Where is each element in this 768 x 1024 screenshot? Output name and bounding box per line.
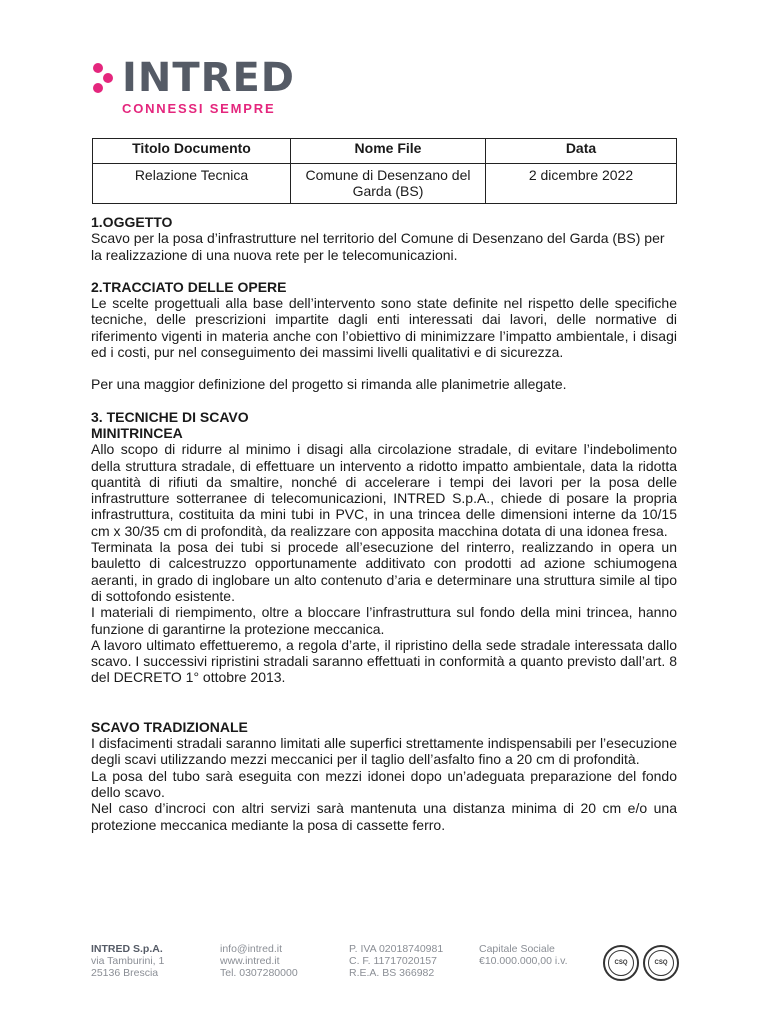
footer-capital-block (479, 944, 568, 968)
certification-badges (603, 945, 679, 981)
header (92, 55, 295, 116)
footer-address-line: 25136 Brescia (91, 966, 159, 979)
paragraph: La posa del tubo sarà eseguita con mezzi idonei dopo un’adeguata preparazione del fondo dello scavo. (91, 767, 677, 800)
document-info-table (92, 138, 677, 204)
logo-tagline: CONNESSI SEMPRE (122, 101, 276, 116)
table-cell: 2 dicembre 2022 (486, 164, 677, 204)
footer-contact-block (220, 944, 298, 979)
footer-email-link[interactable]: info@intred.it (220, 943, 283, 955)
paragraph: Le scelte progettuali alla base dell’intervento sono state definite nel rispetto delle specifiche tecniche, delle prescrizioni impartite dagli enti interessati dai lavori, delle normative di riferimento vigenti in materia anche con l’obiettivo di minimizzare l’impatto ambientale, i disagi ed i costi, pur nel conseguimento dei massimi livelli qualitativi e di sicurezza. (91, 295, 677, 361)
paragraph: I materiali di riempimento, oltre a bloccare l’infrastruttura sul fondo della mini trincea, hanno funzione di garantirne la protezione meccanica. (91, 604, 677, 637)
logo-dots-icon (92, 60, 120, 96)
paragraph: A lavoro ultimato effettueremo, a regola d’arte, il ripristino della sede stradale interessata dallo scavo. I successivi ripristini stradali saranno effettuati in conformità a quanto previsto dall’art. 8 del DECRETO 1° ottobre 2013. (91, 636, 677, 686)
footer-rea: R.E.A. BS 366982 (349, 966, 435, 979)
paragraph: Per una maggior definizione del progetto si rimanda alle planimetrie allegate. (91, 376, 567, 393)
footer-fiscal-block (349, 944, 443, 979)
table-header-cell: Titolo Documento (93, 139, 291, 164)
paragraph: Scavo per la posa d’infrastrutture nel territorio del Comune di Desenzano del Garda (BS) per la realizzazione di una nuova rete per le telecomunicazioni. (91, 230, 665, 263)
paragraph: Nel caso d’incroci con altri servizi sarà mantenuta una distanza minima di 20 cm e/o una protezione meccanica mediante la posa di cassette ferro. (91, 800, 677, 833)
certification-badge-icon: CSQ (643, 945, 679, 981)
table-header-cell: Data (486, 139, 677, 164)
section-title-oggetto: 1.OGGETTO (91, 214, 173, 230)
table-cell: Relazione Tecnica (93, 164, 291, 204)
paragraph: Allo scopo di ridurre al minimo i disagi alla circolazione stradale, di evitare l’indebolimento della struttura stradale, di effettuare un intervento a ridotto impatto ambientale, data la ridotta quantità di rifiuti da smaltire, nonché di accelerare i tempi dei lavori per la posa delle infrastrutture sotterranee di telecomunicazioni, INTRED S.p.A., chiede di posare la propria infrastruttura, costituita da mini tubi in PVC, in una trincea delle dimensioni interne da 10/15 cm x 30/35 cm di profondità, da realizzare con apposita macchina dotata di una idonea fresa. (91, 441, 677, 539)
table-cell: Comune di Desenzano del Garda (BS) (291, 164, 486, 204)
subsection-title-minitrincea: MINITRINCEA (91, 424, 183, 441)
certification-badge-icon: CSQ (603, 945, 639, 981)
section-title-tecniche: 3. TECNICHE DI SCAVO (91, 408, 249, 425)
footer-capital-value: €10.000.000,00 i.v. (479, 954, 568, 967)
logo-wordmark: INTRED (122, 55, 295, 101)
footer-cf: C. F. 11717020157 (349, 954, 437, 967)
footer-address-line: via Tamburini, 1 (91, 954, 165, 967)
footer-web-link[interactable]: www.intred.it (220, 954, 280, 967)
table-row (93, 164, 677, 204)
subsection-title-tradizionale: SCAVO TRADIZIONALE (91, 718, 248, 735)
document-body (91, 214, 677, 833)
paragraph: I disfacimenti stradali saranno limitati alle superfici strettamente indispensabili per l’esecuzione degli scavi utilizzando mezzi meccanici per il taglio dell’asfalto fino a 20 cm di profondità. (91, 735, 677, 768)
footer-piva: P. IVA 02018740981 (349, 943, 444, 955)
footer-company-block (91, 944, 164, 979)
logo (92, 55, 295, 101)
footer-company-name: INTRED S.p.A. (91, 943, 163, 955)
footer-phone: Tel. 0307280000 (220, 966, 298, 979)
footer-capital-label: Capitale Sociale (479, 943, 555, 955)
table-header-cell: Nome File (291, 139, 486, 164)
paragraph: Terminata la posa dei tubi si procede all’esecuzione del rinterro, realizzando in opera un bauletto di calcestruzzo opportunamente additivato con prodotti ad azione schiumogena aeranti, in grado di inglobare un alto contenuto d’aria e determinare una struttura simile al tipo di sottofondo esistente. (91, 539, 677, 604)
table-header-row (93, 139, 677, 164)
section-title-tracciato: 2.TRACCIATO DELLE OPERE (91, 278, 287, 295)
